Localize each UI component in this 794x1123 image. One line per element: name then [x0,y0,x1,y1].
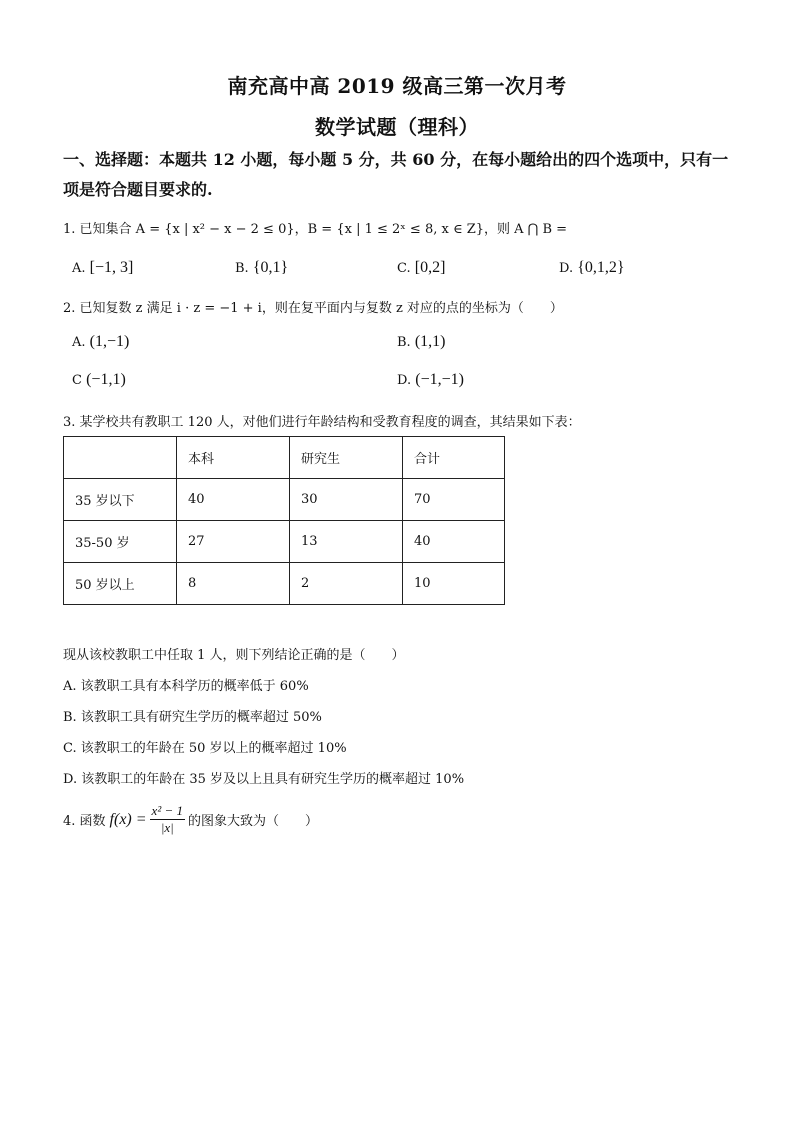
table-cell: 50 岁以上 [64,563,177,605]
q1-option-a: A. [−1, 3] [72,259,134,276]
table-row [64,563,505,605]
q1-option-c: C. [0,2] [397,259,446,276]
table-row [64,479,505,521]
table-cell: 8 [177,563,290,605]
table-header-cell: 研究生 [290,437,403,479]
table-cell: 27 [177,521,290,563]
table-cell: 35 岁以下 [64,479,177,521]
table-cell: 30 [290,479,403,521]
q1-option-d: D. {0,1,2} [559,259,625,276]
q3-option-b: B. 该教职工具有研究生学历的概率超过 50% [63,710,322,725]
q4-stem: 4. 函数 f(x) = $\frac{\text{x² − 1}}{|x|}$ 的图象大致为（ ） [63,803,319,835]
q3-question: 现从该校教职工中任取 1 人，则下列结论正确的是（ ） [63,648,405,663]
q3-stem: 3. 某学校共有教职工 120 人，对他们进行年龄结构和受教育程度的调查，其结果如下表： [63,415,581,430]
q4-fraction [150,803,185,836]
section-heading: 一、选择题：本题共 12 小题，每小题 5 分，共 60 分，在每小题给出的四个选项中，只有一项是符合题目要求的. [63,150,729,199]
q2-option-b: B. (1,1) [397,333,446,350]
table-cell: 40 [403,521,505,563]
q2-option-a: A. (1,−1) [72,333,130,350]
table-header-row [64,437,505,479]
table-row [64,521,505,563]
table-cell: 13 [290,521,403,563]
q1-option-b: B. {0,1} [235,259,289,276]
exam-subtitle: 数学试题（理科） [315,115,479,139]
table-cell: 2 [290,563,403,605]
table-cell: 70 [403,479,505,521]
q2-stem: 2. 已知复数 z 满足 i · z = −1 + i，则在复平面内与复数 z 对应的点的坐标为（ ） [63,301,563,316]
table-header-cell: 本科 [177,437,290,479]
q4-numerator: x² − 1 [151,803,183,818]
q3-option-d: D. 该教职工的年龄在 35 岁及以上且具有研究生学历的概率超过 10% [63,772,465,787]
q3-option-a: A. 该教职工具有本科学历的概率低于 60% [63,679,309,694]
q4-function: f(x) = [109,810,147,828]
table-cell: 40 [177,479,290,521]
q2-option-d: D. (−1,−1) [397,371,464,388]
table-cell: 35-50 岁 [64,521,177,563]
table-header-cell [64,437,177,479]
table-cell: 10 [403,563,505,605]
q2-option-c: C (−1,1) [72,371,126,388]
q1-stem: 1. 已知集合 A = {x | x² − x − 2 ≤ 0}，B = {x | 1 ≤ 2ˣ ≤ 8, x ∈ Z}，则 A ⋂ B = [63,222,568,237]
table-header-cell: 合计 [403,437,505,479]
q4-denominator: |x| [160,820,174,835]
survey-table [63,436,505,605]
exam-title: 南充高中高 2019 级高三第一次月考 [227,74,567,98]
q3-option-c: C. 该教职工的年龄在 50 岁以上的概率超过 10% [63,741,347,756]
